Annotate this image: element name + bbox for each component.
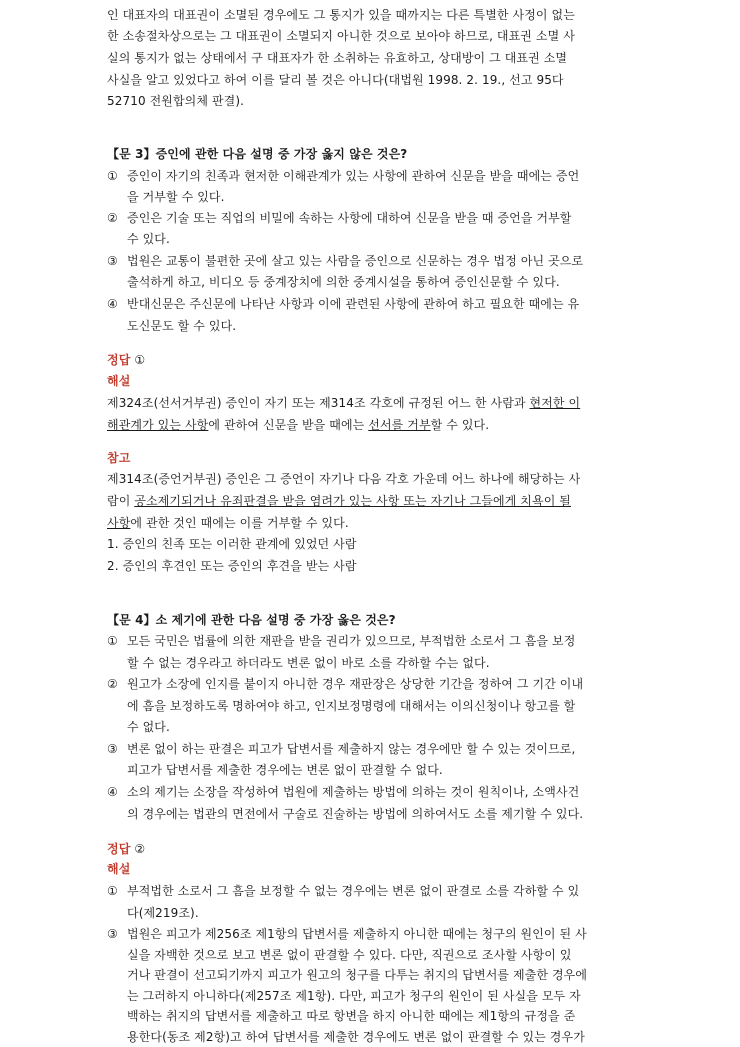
answer-mark: ① xyxy=(134,352,146,367)
option-mark: ① xyxy=(107,884,118,898)
q4-option-2 xyxy=(107,676,583,692)
answer-mark: ② xyxy=(134,841,146,856)
q4-explain-item-1 xyxy=(107,883,579,899)
q3-ref-line-1: 제314조(증언거부권) 증인은 그 증언이 자기나 다음 각호 가운데 어느 하나에 해당하는 사 xyxy=(107,472,581,487)
q3-option-1 xyxy=(107,168,579,184)
q4-explain-item-1-cont: 다(제219조). xyxy=(127,905,199,920)
q4-explain-label: 해설 xyxy=(107,862,131,877)
explain-underline: 해관계가 있는 사항 xyxy=(107,417,209,432)
option-mark: ② xyxy=(107,677,118,692)
option-mark: ① xyxy=(107,168,118,183)
question-4-title: 【문 4】소 제기에 관한 다음 설명 중 가장 옳은 것은? xyxy=(107,612,396,627)
explain-text: 법원은 피고가 제256조 제1항의 답변서를 제출하지 아니한 때에는 청구의 원인이 된 사 xyxy=(127,927,587,942)
explain-underline: 선서를 거부 xyxy=(368,417,431,432)
option-text: 원고가 소장에 인지를 붙이지 아니한 경우 재판장은 상당한 기간을 정하여 그 기간 이내 xyxy=(127,677,584,692)
q3-option-3 xyxy=(107,253,583,269)
q3-option-4-cont: 도신문도 할 수 있다. xyxy=(127,318,237,333)
answer-label: 정답 xyxy=(107,841,131,856)
ref-underline: 사항 xyxy=(107,515,131,530)
explain-text: 부적법한 소로서 그 흠을 보정할 수 없는 경우에는 변론 없이 판결로 소를 각하할 수 있 xyxy=(127,884,580,898)
intro-line: 인 대표자의 대표권이 소멸된 경우에도 그 통지가 있을 때까지는 다른 특별한 사정이 없는 xyxy=(107,7,575,22)
option-mark: ④ xyxy=(107,785,118,799)
q3-option-3-cont: 출석하게 하고, 비디오 등 중계장치에 의한 중계시설을 통하여 증인신문할 수 있다. xyxy=(127,275,560,290)
q4-explain-item-3-cont: 는 그러하지 아니하다(제257조 제1항). 다만, 피고가 청구의 원인이 된 사실을 모두 자 xyxy=(127,988,581,1003)
option-text: 증인이 자기의 친족과 현저한 이해관계가 있는 사항에 관하여 신문을 받을 때에는 증언 xyxy=(127,168,580,183)
option-mark: ② xyxy=(107,210,118,225)
option-text: 법원은 교통이 불편한 곳에 살고 있는 사람을 증인으로 신문하는 경우 법정 아닌 곳으로 xyxy=(127,253,584,268)
q4-explain-item-3-cont: 실을 자백한 것으로 보고 변론 없이 판결할 수 있다. 다만, 직권으로 조사할 사항이 있 xyxy=(127,947,572,962)
option-mark: ③ xyxy=(107,741,118,756)
q4-answer xyxy=(107,841,145,857)
q3-answer xyxy=(107,352,145,368)
q4-explain-item-3-cont: 백하는 취지의 답변서를 제출하고 따로 항변을 하지 아니한 때에는 제1항의 규정을 준 xyxy=(127,1009,576,1024)
q3-explain-line-2 xyxy=(107,417,489,433)
explain-text: 제324조(선서거부권) 증인이 자기 또는 제314조 각호에 규정된 어느 한 사람과 xyxy=(107,395,530,410)
q3-ref-line-3 xyxy=(107,515,349,531)
q3-explain-label: 해설 xyxy=(107,374,131,389)
q4-option-2-cont: 수 없다. xyxy=(127,720,170,735)
option-mark: ④ xyxy=(107,297,118,311)
answer-label: 정답 xyxy=(107,352,131,367)
q4-explain-item-3-cont: 거나 판결이 선고되기까지 피고가 원고의 청구를 다투는 취지의 답변서를 제출한 경우에 xyxy=(127,968,588,983)
q3-ref-line-2 xyxy=(107,493,571,509)
q3-option-4 xyxy=(107,296,579,312)
option-text: 반대신문은 주신문에 나타난 사항과 이에 관련된 사항에 관하여 하고 필요한 때에는 유 xyxy=(127,297,580,311)
explain-text: 할 수 있다. xyxy=(430,417,490,432)
option-mark: ③ xyxy=(107,253,118,268)
option-text: 모든 국민은 법률에 의한 재판을 받을 권리가 있으므로, 부적법한 소로서 그 흠을 보정 xyxy=(127,634,576,649)
q3-option-2-cont: 수 있다. xyxy=(127,232,170,247)
q3-explain-line-1 xyxy=(107,395,580,411)
q4-option-4 xyxy=(107,784,579,800)
q4-explain-item-3 xyxy=(107,926,587,942)
q4-option-3 xyxy=(107,741,575,757)
ref-text: 에 관한 것인 때에는 이를 거부할 수 있다. xyxy=(130,515,349,530)
q4-option-1-cont: 할 수 없는 경우라고 하더라도 변론 없이 바로 소를 각하할 수는 없다. xyxy=(127,655,490,670)
explain-underline: 현저한 이 xyxy=(529,395,581,410)
explain-text: 에 관하여 신문을 받을 때에는 xyxy=(208,417,369,432)
intro-line: 실의 통지가 없는 상태에서 구 대표자가 한 소취하는 유효하고, 상대방이 그 대표권 소멸 xyxy=(107,51,568,65)
question-3-title: 【문 3】증인에 관한 다음 설명 중 가장 옳지 않은 것은? xyxy=(107,147,408,161)
q3-ref-item: 2. 증인의 후견인 또는 증인의 후견을 받는 사람 xyxy=(107,558,357,573)
intro-line: 한 소송절차상으로는 그 대표권이 소멸되지 아니한 것으로 보아야 하므로, 대표권 소멸 사 xyxy=(107,29,575,44)
option-mark: ③ xyxy=(107,927,118,942)
option-text: 증인은 기술 또는 직업의 비밀에 속하는 사항에 대하여 신문을 받을 때 증언을 거부할 xyxy=(127,210,572,225)
q4-option-2-cont: 에 흠을 보정하도록 명하여야 하고, 인지보정명령에 대해서는 이의신청이나 항고를 할 xyxy=(127,698,576,713)
q4-option-4-cont: 의 경우에는 법관의 면전에서 구술로 진술하는 방법에 의하여서도 소를 제기할 수 있다. xyxy=(127,806,584,821)
q4-option-1 xyxy=(107,633,575,649)
option-text: 변론 없이 하는 판결은 피고가 답변서를 제출하지 않는 경우에만 할 수 있는 것이므로, xyxy=(127,741,576,756)
q3-option-1-cont: 을 거부할 수 있다. xyxy=(127,190,225,205)
q3-option-2 xyxy=(107,210,572,226)
q4-explain-item-3-cont: 용한다(동조 제2항)고 하여 답변서를 제출한 경우에도 변론 없이 판결할 수 있는 경우가 xyxy=(127,1030,585,1044)
option-text: 소의 제기는 소장을 작성하여 법원에 제출하는 방법에 의하는 것이 원칙이나, 소액사건 xyxy=(127,785,580,799)
ref-text: 람이 xyxy=(107,493,135,508)
option-mark: ① xyxy=(107,634,118,649)
q4-option-3-cont: 피고가 답변서를 제출한 경우에는 변론 없이 판결할 수 없다. xyxy=(127,763,443,778)
intro-line: 사실을 알고 있었다고 하여 이를 달리 볼 것은 아니다(대법원 1998. 2. 19., 선고 95다 xyxy=(107,72,564,87)
q3-ref-item: 1. 증인의 친족 또는 이러한 관계에 있었던 사람 xyxy=(107,537,357,552)
intro-line: 52710 전원합의체 판결). xyxy=(107,94,245,109)
ref-underline: 공소제기되거나 유죄판결을 받을 염려가 있는 사항 또는 자기나 그들에게 치욕이 될 xyxy=(134,493,571,508)
q3-ref-label: 참고 xyxy=(107,450,131,465)
